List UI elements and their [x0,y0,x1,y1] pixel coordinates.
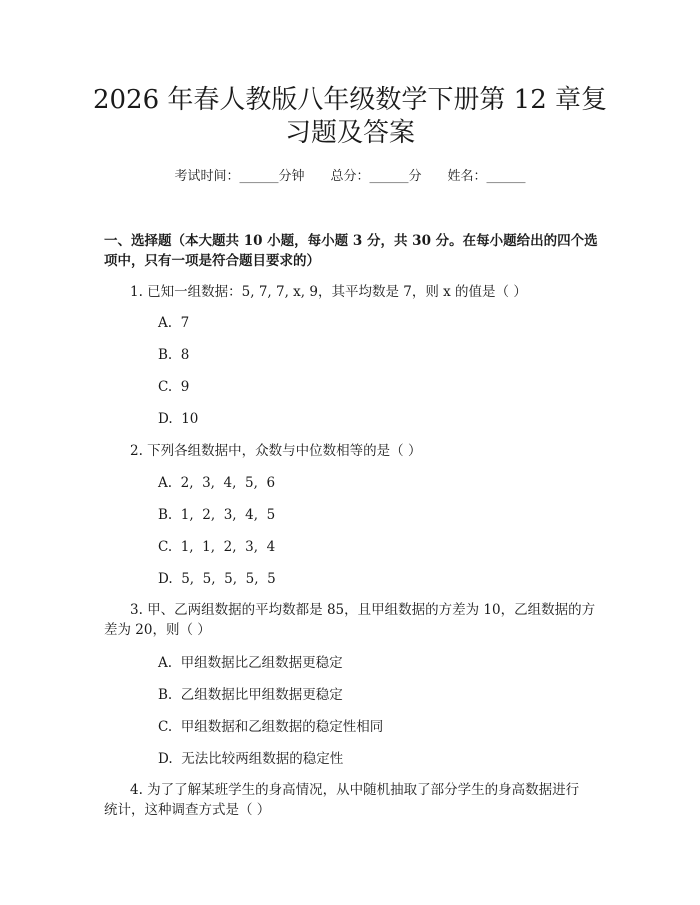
question-3-option-d: D. 无法比较两组数据的稳定性 [158,751,344,767]
question-2-option-d: D. 5, 5, 5, 5, 5 [158,571,276,587]
question-1-option-c: C. 9 [158,379,190,395]
question-1-stem: 1. 已知一组数据：5, 7, 7, x, 9，其平均数是 7，则 x 的值是（ ） [130,284,527,300]
question-1-option-a: A. 7 [158,315,190,331]
exam-info: 考试时间：______分钟 总分：______分 姓名：______ [174,169,526,184]
document-title-line1: 2026 年春人教版八年级数学下册第 12 章复 [92,85,608,115]
question-2-option-c: C. 1, 1, 2, 3, 4 [158,539,276,555]
question-2-option-a: A. 2, 3, 4, 5, 6 [158,475,276,491]
question-2-stem: 2. 下列各组数据中，众数与中位数相等的是（ ） [130,443,422,459]
question-3-option-a: A. 甲组数据比乙组数据更稳定 [158,655,343,671]
section-header-line1: 一、选择题（本大题共 10 小题，每小题 3 分，共 30 分。在每小题给出的四个选 [104,233,598,249]
section-header-line2: 项中，只有一项是符合题目要求的） [104,253,320,269]
question-3-stem-line1: 3. 甲、乙两组数据的平均数都是 85，且甲组数据的方差为 10，乙组数据的方 [130,602,596,618]
question-4-stem-line2: 统计，这种调查方式是（ ） [104,802,271,818]
question-1-option-b: B. 8 [158,347,190,363]
question-4-stem-line1: 4. 为了了解某班学生的身高情况，从中随机抽取了部分学生的身高数据进行 [130,782,580,798]
question-3-option-b: B. 乙组数据比甲组数据更稳定 [158,687,343,703]
question-3-stem-line2: 差为 20，则（ ） [104,622,211,638]
question-2-option-b: B. 1, 2, 3, 4, 5 [158,507,276,523]
question-3-option-c: C. 甲组数据和乙组数据的稳定性相同 [158,719,384,735]
document-title-line2: 习题及答案 [284,118,415,148]
question-1-option-d: D. 10 [158,411,199,427]
